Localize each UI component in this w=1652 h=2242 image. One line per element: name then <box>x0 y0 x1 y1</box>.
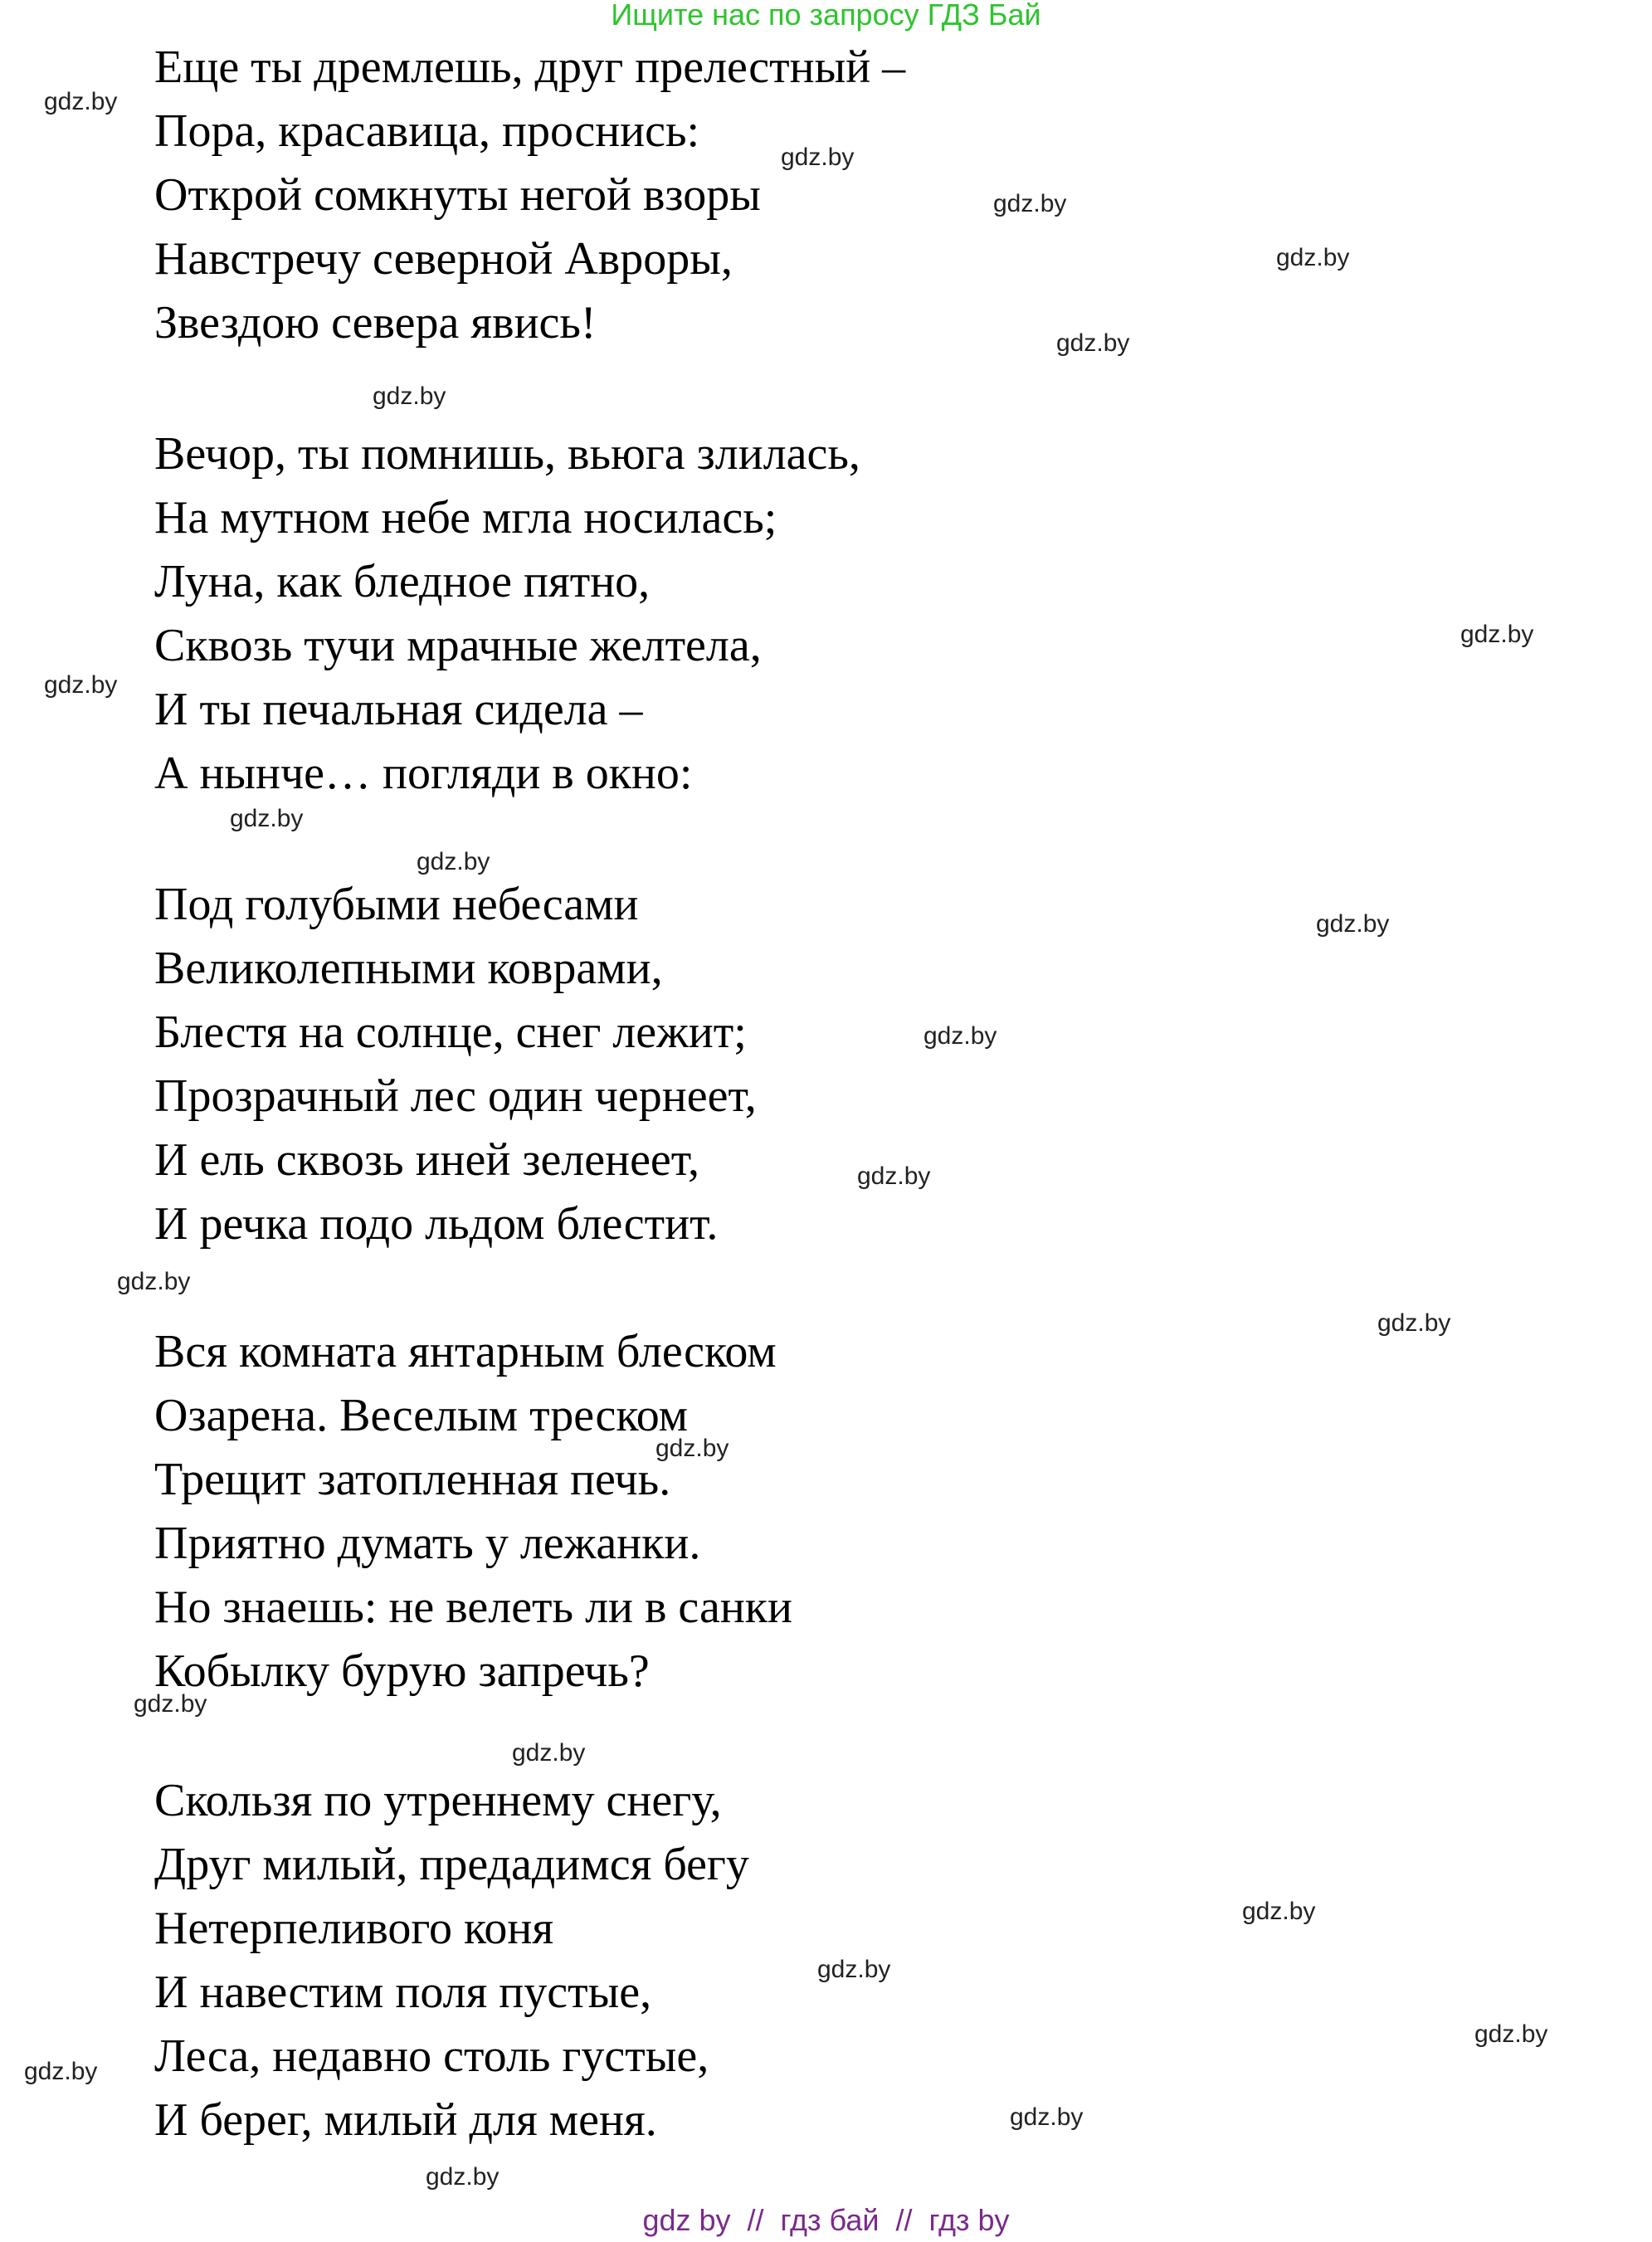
watermark: gdz.by <box>44 671 118 699</box>
poem-line: Вся комната янтарным блеском <box>154 1326 777 1377</box>
poem-line: И берег, милый для меня. <box>154 2094 657 2146</box>
watermark: gdz.by <box>781 144 855 171</box>
stanza-2 <box>154 422 860 806</box>
watermark: gdz.by <box>512 1739 586 1767</box>
poem-line: Прозрачный лес один чернеет, <box>154 1070 757 1122</box>
watermark: gdz.by <box>373 383 446 410</box>
top-banner: Ищите нас по запросу ГДЗ Бай <box>611 0 1041 32</box>
stanza-4 <box>154 1320 792 1703</box>
poem-line: Блестя на солнце, снег лежит; <box>154 1006 747 1058</box>
poem-line: Еще ты дремлешь, друг прелестный – <box>154 41 906 93</box>
watermark: gdz.by <box>923 1022 997 1050</box>
stanza-1 <box>154 36 905 355</box>
watermark: gdz.by <box>655 1435 729 1462</box>
poem-line: Нетерпеливого коня <box>154 1903 554 1954</box>
footer-links: gdz by // гдз бай // гдз by <box>642 2203 1010 2237</box>
poem-line: Но знаешь: не велеть ли в санки <box>154 1582 792 1633</box>
poem-line: Друг милый, предадимся бегу <box>154 1839 749 1890</box>
poem-line: А нынче… погляди в окно: <box>154 748 693 799</box>
poem-line: И навестим поля пустые, <box>154 1967 652 2018</box>
watermark: gdz.by <box>1460 621 1534 648</box>
watermark: gdz.by <box>1316 910 1390 938</box>
poem-line: Леса, недавно столь густые, <box>154 2030 709 2082</box>
watermark: gdz.by <box>417 848 490 875</box>
watermark: gdz.by <box>426 2163 499 2191</box>
poem-line: На мутном небе мгла носилась; <box>154 492 777 543</box>
poem-line: И ты печальная сидела – <box>154 684 643 735</box>
watermark: gdz.by <box>1377 1309 1451 1337</box>
watermark: gdz.by <box>117 1268 191 1295</box>
poem-line: Луна, как бледное пятно, <box>154 556 651 607</box>
poem-line: И речка подо льдом блестит. <box>154 1198 719 1250</box>
poem-line: Звездою севера явись! <box>154 297 597 348</box>
watermark: gdz.by <box>1242 1898 1316 1925</box>
watermark: gdz.by <box>134 1690 207 1718</box>
poem-line: Сквозь тучи мрачные желтела, <box>154 620 762 671</box>
poem-line: Пора, красавица, проснись: <box>154 105 700 157</box>
watermark: gdz.by <box>857 1162 931 1190</box>
watermark: gdz.by <box>993 190 1067 217</box>
watermark: gdz.by <box>1056 329 1130 357</box>
watermark: gdz.by <box>230 805 304 832</box>
watermark: gdz.by <box>44 88 118 115</box>
watermark: gdz.by <box>1010 2103 1084 2131</box>
poem-line: И ель сквозь иней зеленеет, <box>154 1134 700 1186</box>
poem-line: Скользя по утреннему снегу, <box>154 1775 722 1826</box>
poem-line: Озарена. Веселым треском <box>154 1390 689 1441</box>
poem-line: Кобылку бурую запречь? <box>154 1645 650 1697</box>
poem-line: Вечор, ты помнишь, вьюга злилась, <box>154 428 860 480</box>
poem-line: Великолепными коврами, <box>154 943 663 994</box>
watermark: gdz.by <box>1276 244 1350 271</box>
watermark: gdz.by <box>24 2058 98 2085</box>
watermark: gdz.by <box>817 1956 891 1983</box>
stanza-5 <box>154 1769 749 2152</box>
poem-line: Открой сомкнуты негой взоры <box>154 169 761 221</box>
poem-line: Под голубыми небесами <box>154 879 639 930</box>
watermark: gdz.by <box>1474 2020 1548 2048</box>
poem-line: Трещит затопленная печь. <box>154 1454 671 1505</box>
poem-line: Приятно думать у лежанки. <box>154 1518 701 1569</box>
stanza-3 <box>154 873 757 1256</box>
poem-line: Навстречу северной Авроры, <box>154 233 733 285</box>
